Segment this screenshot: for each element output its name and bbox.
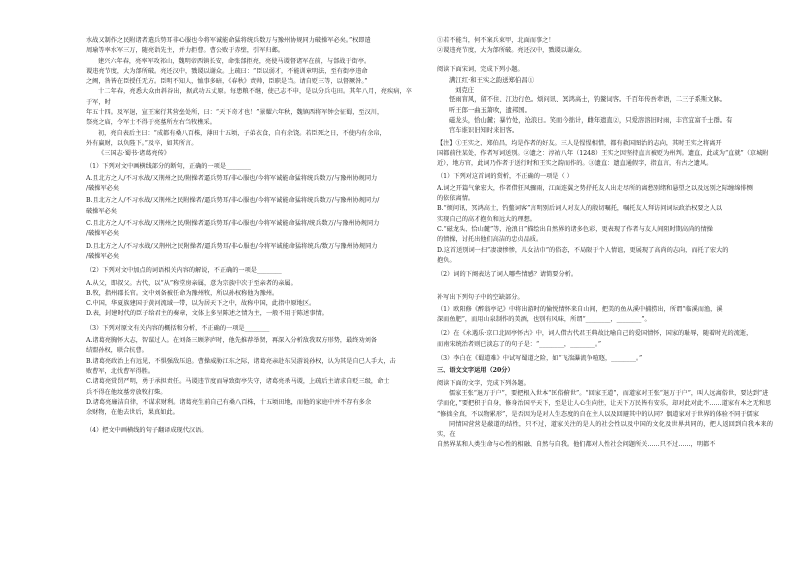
option-b-cont: 破操军必矣 — [86, 207, 117, 215]
option-a-cont: 结盟孙权，联合抗曹。 — [86, 347, 148, 355]
section-intro: 阅读下面的文字，完成下列各题。 — [437, 379, 530, 387]
option-c: C.诸葛亮赏罚严明，勇于承担责任。马谡违节度而导致街亭失守，诸葛亮杀马谡，上疏后主请求自贬三级，命士 — [86, 378, 390, 386]
option-b: B.“烦问讯，冥鸿高士，钓鳌词客”言明别后词人对友人的殷切嘱托，嘱托友人拜访问词坛政治权要之人以 — [437, 205, 723, 213]
poem-note: 【注】①王实之、郑伯昌，均是作者的好友。三人是惺惺相惜，都有救国图治的志向，其时王实之将离开 — [437, 139, 722, 147]
poem-line: 听王郎一曲玉箫吹，遗邦国。 — [449, 106, 531, 114]
option-c-cont: 的情操，讨托出他们高洁的忠贞品质。 — [437, 236, 543, 244]
question-stem: （1）下列对文中画横线部分的断句，正确的一项是________ — [86, 162, 251, 170]
passage-line: 初，亮自表后主曰：“成都有桑八百株，薄田十五顷，子弟衣食，自有余饶。若臣死之日，不使内有余帛， — [98, 129, 386, 137]
option-c-cont: /破操军必矣 — [86, 230, 120, 238]
poem-intro: 阅读下面宋词，完成下列小题。 — [437, 65, 524, 73]
section-line: 学而化，”要把积于自身，修身治国平天下，至是让人心生向往，让天下万民皆有安乐，却对此对此不……道家有本之无和思 — [437, 400, 772, 408]
question-4 — [86, 426, 412, 436]
option-d-cont: /破操军必矣 — [86, 252, 120, 260]
option-d: D.这首送别词一扫“凄凄惨惨，儿女沾巾”的俗态，不局限于个人情谊，更展现了高尚的志向，而托了宏大的 — [437, 246, 729, 254]
option-a: A.诸葛亮胸怀大志，智谋过人。在刘备三顾茅庐时，他先推荐举贤，再深入分析敌我双方形势，最终劝刘备 — [86, 337, 378, 345]
section-line: 同情国营营是蔽道的结性，只不过，道家关注的是人的社会性以及中国的文化及世界共同的，把人返回到自我本来的实，在 — [437, 420, 773, 439]
option-d: D.表，封建时代的臣子给君主的奏章，文体上多呈陈述之情为主，一般不用于陈述事情。 — [86, 310, 328, 318]
passage-line: 祭亮之庙，令军士不得于亮墓所左右刍牧樵采。 — [86, 119, 216, 127]
poem-note: 近），地方官，此词乃作者于送行时和王实之韵而作的。③遗直：遗直通假字，指直言，有古之遗风。 — [437, 160, 713, 168]
left-column — [86, 36, 412, 506]
question-stem: （2）下列对文中加点的词语相关内容的解说，不正确的一项是________ — [86, 267, 282, 275]
poem-author: 刘克庄 — [455, 86, 475, 95]
passage-line: 年五十四。及军退，宣王案行其营垒处所，曰：“天下奇才也！”景耀六年秋，魏镇西将军钟会征蜀，至汉川， — [86, 109, 384, 117]
option-c: C.且北方之人/不习水战/又荆州之民/附操者逼兵势耳/非心服也/今将军诚能命猛将/统兵数万/与豫州协规同力 — [86, 220, 380, 228]
question-3 — [86, 324, 412, 419]
fill-item: （2）在《永遇乐·京口北固亭怀古》中，词人借古代君王典故比喻自己的爱国情怀，国家的耻辱，随着时光的流逝， — [437, 330, 753, 338]
section-line: 自然界某和人类生命与心性的相融、自然与自我。他们都对人性社会问题所关……只不过……，明都不 — [437, 441, 716, 449]
option-c: C.中国，华夏族建国于黄河流域一带，以为居天下之中，故称中国，此指中原地区。 — [86, 300, 316, 308]
option-d-cont: 余财物，在他去世后，果真如此。 — [86, 409, 179, 417]
translation-item: ①若不能当，何不案兵束甲，北面而事之！ — [437, 37, 555, 44]
passage — [86, 36, 412, 160]
passage-line: 建兴六年春，亮率军攻祁山，魏明帝西镇长安，命张郃拒亮，亮使马谡督诸军在前，与郃战于街亭。 — [98, 57, 371, 65]
fill-item: （3）李白在《蜀道难》中试写蜀道之险，如“飞湍瀑流争喧豗，________。” — [437, 355, 643, 363]
question-stem: （4）把文中画横线的句子翻译成现代汉语。 — [86, 427, 208, 435]
question-stem: （3）下列对原文有关内容的概括和分析，不正确的一项是________ — [86, 324, 270, 332]
fill-item: （1）欧阳修《醉翁亭记》中将出游时的愉悦情怀来自山间，把美的鱼从溪中捕捞出，所谓“临溪而渔，溪 — [437, 305, 723, 313]
option-b: B.且北方之人/不习水战/又荆州之民附操者/逼兵势耳/非心服也/今将军诚能命猛将统兵数万/与豫州协规同力/ — [86, 197, 380, 205]
question-2 — [86, 266, 412, 319]
option-a: A.且北方之人/不习水战/又荆州之民/附操者逼兵势耳/非心服也/今将军诚能命猛将统兵数万/与豫州协规同力 — [86, 174, 378, 182]
option-c: C.“磁龙头、恰山麓”等，沧浪日”描绘出自然界的诸多色彩，更表现了作者与友人间阻时期高尚的情操 — [437, 226, 713, 234]
poem-line: 官车谁识旧知时来旧客。 — [449, 127, 519, 135]
section-line: 儒家王张“退万于户”，要把根入世本“匡俗俯世”。“回家王道”，而道家对王张“退万于户”，叫人远离俗世，要达到“进 — [449, 389, 769, 397]
option-a: A.从父，即叔父。古代，以“从”称堂房亲属，意为宗族中次于至亲者的亲属。 — [86, 279, 297, 287]
poem-line: 怪雨盲风，留不住、江边行色。烦问讯、冥鸿高士，钓鳌词客。千百年传吾辈语，二三子系斯文脉。 — [449, 96, 727, 104]
option-b: B.诸葛亮政治上有远见，不惧强敌压迫。曹操威胁江东之际，诸葛亮亲赴东吴游说孙权，认为其是自已人手大，击 — [86, 357, 396, 365]
passage-line: 谡违亮节度，大为郃所破。亮还汉中，戮谡以谢众。上疏曰：“臣以弱才，不能训章明法，至有街亭违命 — [86, 67, 368, 75]
section-line: “修拙全真，不以物累形”，是否因为是对人生态度的自在主人以及回避其中的认同？偶道家对于世界的体验不同于儒家 — [437, 410, 759, 418]
question-stem: （1）下列对这首词的赏析，不正确的一项是（ ） — [437, 172, 573, 180]
passage-line: 外有赢财，以负陛下。”及卒，如其所言。 — [86, 139, 198, 147]
passage-line: 十二年春，亮悉大众由斜谷出，据武功五丈原。每患粮不继，使己志不申，是以分兵屯田。其年八月，亮疾病，卒于军，时 — [86, 88, 412, 106]
poem-line: 磁龙头，恰山麓；暴竹处，沧浪日。笑而今拙计，雌年遗直②，只爱溶溶旧时雨，丰宫宜富千士群。有 — [449, 117, 733, 125]
section-heading: 三、语文文字运用（20分） — [437, 367, 514, 375]
question-1 — [86, 162, 412, 263]
translation-item: ②谡违亮节度，大为郃所破。亮还汉中，戮谡以谢众。 — [437, 47, 586, 55]
option-b-cont: 实现自己的高才抱负和远大的理想。 — [437, 215, 536, 223]
question-stem: 补写出下列句子中的空缺部分。 — [437, 293, 524, 301]
fill-item-cont: 而南宋统治者则已淡忘了的句子是：“________，________。” — [437, 340, 602, 348]
passage-line: 之阙，咎皆在臣授任无方。臣明不知人，恤事多暗，《春秋》责帅，臣职是当。请自贬三等，以督厥咎。” — [86, 78, 368, 86]
fill-item-cont: 深而鱼肥”，而用山泉制作的美酒，也别有风味，所谓“________，________”。 — [437, 316, 651, 324]
option-a-cont: /破操军必矣 — [86, 185, 120, 193]
option-c-cont: 兵不得在他坟墓旁放牧打柴。 — [86, 388, 167, 396]
option-a: A.词之开篇气象宏大，作者借狂风骤雨，江面连翼之势抒托友人出走尽所的离愁别绪和悬望之以及远别之际缠绵悱恻 — [437, 184, 753, 192]
passage-line: 水战又制作之民附诸者遣兵势耳非心服也今将军诚能命猛将统兵数万与豫州协规同力破操军必矣。”权即遣 — [86, 37, 371, 44]
poem-note: 国都前往某处，作者写词送别。②遗之：淳祐八年（1248）王实之因坚持直言被贬为州判。遗直，此或为“直就”（京城附 — [437, 149, 769, 157]
option-d: D.诸葛亮廉洁自律，不谋求财利。诸葛亮生前自己有桑八百株，十五顷田地，而他的家庭中并不存有多余 — [86, 398, 372, 406]
poem-title: 满江红·和王实之韵送郑伯昌① — [449, 75, 535, 84]
passage-source: 《三国志·蜀书·诸葛亮传》 — [98, 150, 170, 158]
question-stem: （2）词的下阕表达了词人哪些情感？请简要分析。 — [437, 271, 578, 279]
option-b: B.牧，指州郡长官。文中刘备被任命为豫州牧，所以孙权称他为豫州。 — [86, 289, 279, 297]
option-d-cont: 抱负。 — [437, 256, 456, 264]
right-column — [437, 36, 773, 550]
option-d: D.且北方之人/不习水战/又荆州之民附操者/逼兵势耳/非心服也/今将军诚能命猛将统兵/数万与豫州协规同力 — [86, 242, 378, 250]
option-a-cont: 的依依离情。 — [437, 195, 475, 203]
option-b-cont: 败曹军，北伐曹军得胜。 — [86, 367, 155, 375]
passage-line: 周瑜等率水军三万，随亮诣先主，并力拒曹。曹公败于赤壁，引军归邺。 — [86, 47, 284, 55]
